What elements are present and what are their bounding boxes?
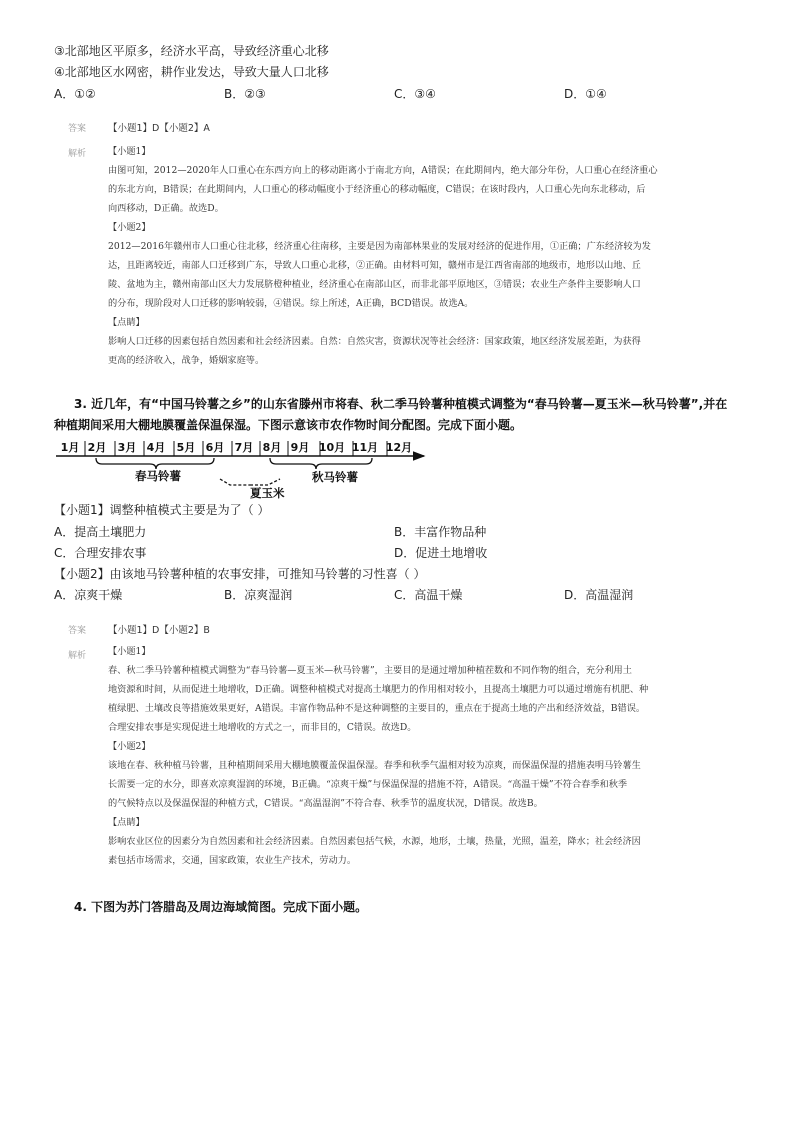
q3-analysis-tag: 解析 (68, 651, 87, 661)
q3-answer: 【小题1】D【小题2】B (108, 625, 210, 636)
analysis-line: 【小题1】 (108, 646, 151, 657)
q3-sub1-choice-b: B．丰富作物品种 (394, 525, 487, 539)
q3-sub1-choice-d: D．促进土地增收 (394, 546, 488, 560)
autumn-label: 秋马铃薯 (312, 470, 358, 484)
summer-brace-left (220, 479, 250, 485)
analysis-line: 地资源和时间，从而促进土地增收，D正确。调整种植模式对提高土壤肥力的作用相对较小，且提高土壤肥力可以通过增施有机肥、种 (108, 684, 649, 695)
month-label: 9月 (290, 441, 310, 454)
q2-answer-tag: 答案 (68, 124, 87, 134)
spring-label: 春马铃薯 (135, 469, 181, 483)
q3-sub2-choice-a: A．凉爽干燥 (54, 588, 123, 602)
month-label: 11月 (351, 441, 379, 454)
month-label: 12月 (385, 441, 413, 454)
analysis-line: 陵、盆地为主，赣州南部山区大力发展脐橙种植业，经济重心在南部山区，而非北部平原地区，③错误；农业生产条件主要影响人口 (108, 279, 641, 290)
month-label: 5月 (176, 441, 196, 454)
month-label: 6月 (205, 441, 225, 454)
q2-choice-d: D．①④ (564, 87, 607, 101)
analysis-line: 达，且距离较近，南部人口迁移到广东，导致人口重心北移，②正确。由材料可知，赣州市是江西省南部的地级市，地形以山地、丘 (108, 260, 641, 271)
q3-answer-tag: 答案 (68, 626, 87, 636)
month-label: 1月 (60, 441, 80, 454)
analysis-line: 的气候特点以及保温保湿的种植方式，C错误。“高温湿润”不符合春、秋季节的温度状况，D错误。故选B。 (108, 798, 543, 809)
statement-3: ③北部地区平原多，经济水平高，导致经济重心北移 (54, 44, 329, 58)
q2-analysis (108, 142, 730, 370)
analysis-line: 【小题2】 (108, 222, 151, 233)
q2-answer: 【小题1】D【小题2】A (108, 123, 210, 134)
analysis-line: 该地在春、秋种植马铃薯，且种植期间采用大棚地膜覆盖保温保湿。春季和秋季气温相对较为凉爽，而保温保湿的措施表明马铃薯生 (108, 760, 641, 771)
q2-choice-a: A．①② (54, 87, 96, 101)
q2-analysis-tag: 解析 (68, 149, 87, 159)
month-label: 4月 (146, 441, 166, 454)
analysis-line: 植绿肥、土壤改良等措施效果更好，A错误。丰富作物品种不是这种调整的主要目的，重点在于提高土地的产出和经济效益，B错误。 (108, 703, 646, 714)
q2-choice-b: B．②③ (224, 87, 266, 101)
q2-choice-c: C．③④ (394, 87, 436, 101)
analysis-line: 影响人口迁移的因素包括自然因素和社会经济因素。自然：自然灾害，资源状况等社会经济：国家政策，地区经济发展差距，为获得 (108, 336, 641, 347)
analysis-line: 【小题2】 (108, 741, 151, 752)
analysis-line: 由图可知，2012—2020年人口重心在东西方向上的移动距离小于南北方向，A错误；在此期间内，绝大部分年份，人口重心在经济重心 (108, 165, 658, 176)
summer-brace-right (250, 479, 280, 485)
analysis-line: 【点睛】 (108, 817, 145, 828)
spring-brace (96, 458, 214, 469)
autumn-brace (270, 458, 372, 469)
analysis-line: 【点睛】 (108, 317, 145, 328)
summer-label: 夏玉米 (250, 486, 285, 500)
month-label: 10月 (318, 441, 346, 454)
analysis-line: 向西移动，D正确。故选D。 (108, 203, 224, 214)
analysis-line: 长需要一定的水分，即喜欢凉爽湿润的环境，B正确。“凉爽干燥”与保温保湿的措施不符，A错误。“高温干燥”不符合春季和秋季 (108, 779, 628, 790)
month-label: 3月 (117, 441, 137, 454)
q3-sub2-choice-d: D．高温湿润 (564, 588, 634, 602)
crop-timeline-diagram (54, 436, 434, 500)
q3-sub2-choice-c: C．高温干燥 (394, 588, 463, 602)
q3-sub1-choice-a: A．提高土壤肥力 (54, 525, 147, 539)
statement-4: ④北部地区水网密，耕作业发达，导致大量人口北移 (54, 65, 329, 79)
q3-sub2-stem: 【小题2】由该地马铃薯种植的农事安排，可推知马铃薯的习性喜（ ） (54, 567, 426, 581)
analysis-line: 的分布，现阶段对人口迁移的影响较弱，④错误。综上所述，A正确，BCD错误。故选A。 (108, 298, 474, 309)
q3-title-line2: 种植期间采用大棚地膜覆盖保温保湿。下图示意该市农作物时间分配图。完成下面小题。 (54, 418, 523, 432)
analysis-line: 合理安排农事是实现促进土地增收的方式之一，而非目的，C错误。故选D。 (108, 722, 417, 733)
q3-sub2-choice-b: B．凉爽湿润 (224, 588, 293, 602)
analysis-line: 素包括市场需求，交通，国家政策，农业生产技术，劳动力。 (108, 855, 357, 866)
month-label: 7月 (234, 441, 254, 454)
month-label: 8月 (262, 441, 282, 454)
q3-sub1-stem: 【小题1】调整种植模式主要是为了（ ） (54, 503, 270, 517)
q3-sub1-choice-c: C．合理安排农事 (54, 546, 147, 560)
analysis-line: 更高的经济收入，战争，婚姻家庭等。 (108, 355, 265, 366)
q4-title: 4. 下图为苏门答腊岛及周边海域简图。完成下面小题。 (74, 900, 368, 914)
analysis-line: 【小题1】 (108, 146, 151, 157)
q3-title-line1: 3. 近几年，有“中国马铃薯之乡”的山东省滕州市将春、秋二季马铃薯种植模式调整为“春马铃薯—夏玉米—秋马铃薯”,并在 (74, 397, 728, 411)
analysis-line: 2012—2016年赣州市人口重心往北移，经济重心往南移，主要是因为南部林果业的发展对经济的促进作用，①正确；广东经济较为发 (108, 241, 651, 252)
month-label: 2月 (87, 441, 107, 454)
analysis-line: 影响农业区位的因素分为自然因素和社会经济因素。自然因素包括气候，水源，地形，土壤，热量，光照，温差，降水；社会经济因 (108, 836, 641, 847)
analysis-line: 春、秋二季马铃薯种植模式调整为“春马铃薯—夏玉米—秋马铃薯”，主要目的是通过增加种植茬数和不同作物的组合，充分利用土 (108, 665, 632, 676)
analysis-line: 的东北方向，B错误；在此期间内，人口重心的移动幅度小于经济重心的移动幅度，C错误；在该时段内，人口重心先向东北移动，后 (108, 184, 646, 195)
q3-analysis (108, 642, 730, 870)
